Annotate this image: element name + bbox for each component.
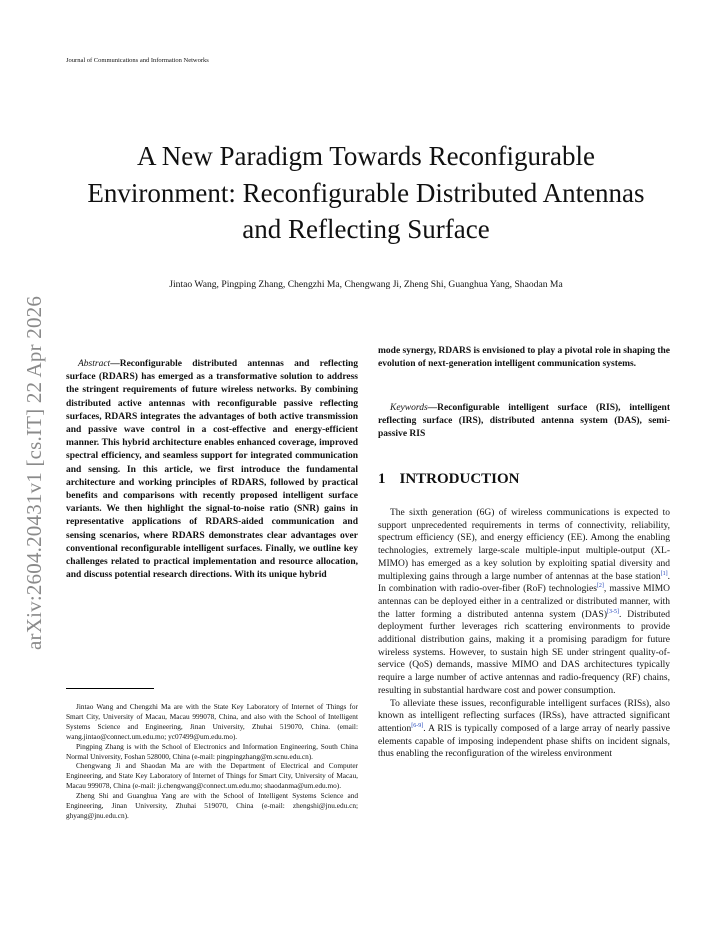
citation-link[interactable]: [2] xyxy=(596,583,604,590)
intro-text: , massive MIMO antennas can be deployed either in a centralized or distributed manner, with the latter forming a distributed antenna system (DAS) xyxy=(378,584,670,620)
intro-text: . In combination with radio-over-fiber (RoF) technologies xyxy=(378,571,670,595)
citation-link[interactable]: [6-9] xyxy=(411,722,424,729)
intro-paragraph-2 xyxy=(378,698,670,762)
intro-text: . A RIS is typically composed of a large array of nearly passive elements capable of imposing independent phase shifts on incident signals, thus enabling the reconfiguration of the wireless environment xyxy=(378,723,670,760)
section-heading xyxy=(378,471,520,488)
intro-text: The sixth generation (6G) of wireless communications is expected to support unprecedented requirements in terms of connectivity, reliability, spectrum efficiency (SE), and energy efficiency (EE). Among the enabling technologies, extremely large-scale multiple-input multiple-output (XL-MIMO) has emerged as a key solution by exploiting spatial diversity and multiplexing gains through a large number of antennas at the base station xyxy=(378,508,670,582)
abstract-text: —Reconfigurable distributed antennas and reflecting surface (RDARS) has emerged as a transformative solution to address the stringent requirements of future wireless networks. By combining distributed active antennas with reconfigurable passive reflecting surfaces, RDARS integrates the advantages of both active transmission and passive wave control in a cost-effective and energy-efficient manner. This hybrid architecture enables enhanced coverage, improved spectral efficiency, and seamless support for integrated communication and sensing. In this article, we first introduce the fundamental architecture and working principles of RDARS, followed by practical benefits and comparisons with recently proposed intelligent surface variants. We then highlight the signal-to-noise ratio (SNR) gains in representative applications of RDARS-aided communication and sensing scenarios, where RDARS demonstrates clear advantages over conventional reconfigurable intelligent surfaces. Finally, we outline key challenges related to practical implementation and resource allocation, and discuss potential research directions. With its unique hybrid xyxy=(66,359,358,581)
abstract xyxy=(66,358,358,582)
keywords xyxy=(378,402,670,442)
journal-name: Journal of Communications and Information Networks xyxy=(66,57,209,64)
section-number: 1 xyxy=(378,471,386,487)
abstract-continuation: mode synergy, RDARS is envisioned to play a pivotal role in shaping the evolution of next-generation intelligent communication systems. xyxy=(378,346,670,370)
intro-text: . Distributed deployment further leverages rich scattering environments to provide additional distribution gains, making it a promising paradigm for future wireless systems. However, to sustain high SE under stringent quality-of-service (QoS) demands, massive MIMO and DAS architectures typically require a large number of active antennas and radio-frequency (RF) chains, resulting in substantial hardware cost and power consumption. xyxy=(378,609,670,696)
author-list: Jintao Wang, Pingping Zhang, Chengzhi Ma, Chengwang Ji, Zheng Shi, Guanghua Yang, Shaodan Ma xyxy=(169,279,563,290)
intro-text: To alleviate these issues, reconfigurable intelligent surfaces (RISs), also known as intelligent reflecting surfaces (IRSs), have attracted significant attention xyxy=(378,698,670,734)
arxiv-stamp: arXiv:2604.20431v1 [cs.IT] 22 Apr 2026 xyxy=(22,295,46,650)
citation-link[interactable]: [3-5] xyxy=(607,608,619,615)
footnote: Pingping Zhang is with the School of Electronics and Information Engineering, South China Normal University, Foshan 528000, China (e-mail: pingpingzhang@m.scnu.edu.cn). xyxy=(66,741,358,761)
abstract-label: Abstract xyxy=(78,359,111,369)
intro-paragraph-1 xyxy=(378,507,670,698)
keywords-text: —Reconfigurable intelligent surface (RIS), intelligent reflecting surface (IRS), distributed antenna system (DAS), semi-passive RIS xyxy=(378,403,670,440)
footnote: Chengwang Ji and Shaodan Ma are with the Department of Electrical and Computer Engineering, and State Key Laboratory of Internet of Things for Smart City, University of Macau, Macau 999078, China (e-mail: ji.chengwang@connect.um.edu.mo; shaodanma@um.edu.mo). xyxy=(66,761,358,791)
footnote: Zheng Shi and Guanghua Yang are with the School of Intelligent Systems Science and Engineering, Jinan University, Zhuhai 519070, China (e-mail: zhengshi@jnu.edu.cn; ghyang@jnu.edu.cn). xyxy=(66,791,358,820)
citation-link[interactable]: [1] xyxy=(660,570,668,577)
introduction-body xyxy=(378,507,670,761)
footnote-rule xyxy=(66,688,154,689)
footnote: Jintao Wang and Chengzhi Ma are with the State Key Laboratory of Internet of Things for Smart City, University of Macau, Macau 999078, China, and also with the School of Intelligent Systems Science and Engineering, Jinan University, Zhuhai 519070, China. (email: wang.jintao@connect.um.edu.mo; yc07499@um.edu.mo). xyxy=(66,702,358,741)
paper-title: A New Paradigm Towards Reconfigurable Environment: Reconfigurable Distributed Antennas and Reflecting Surface xyxy=(87,141,645,244)
footnotes xyxy=(66,702,358,821)
keywords-label: Keywords xyxy=(390,403,428,413)
section-title: INTRODUCTION xyxy=(399,471,520,487)
